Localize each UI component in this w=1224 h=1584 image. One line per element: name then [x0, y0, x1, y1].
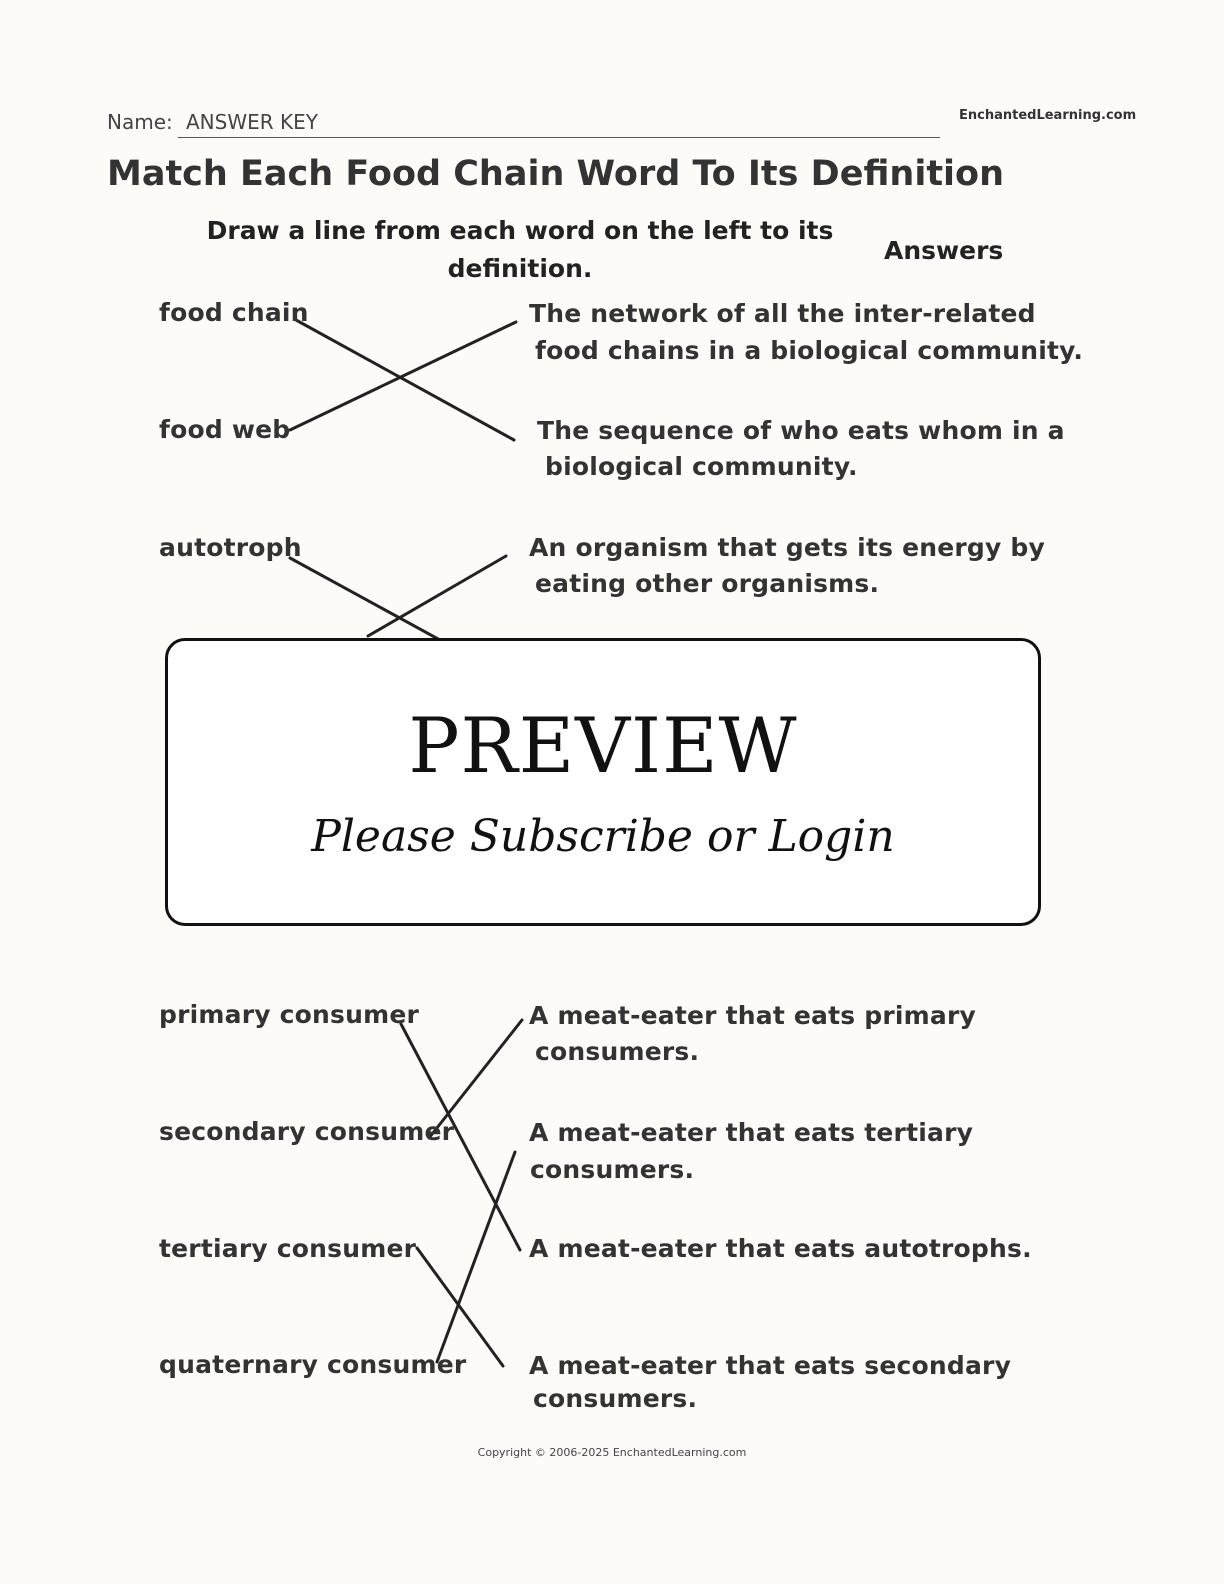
match-line-tertiary-consumer [417, 1248, 503, 1366]
definition-5-line-2: consumers. [530, 1155, 695, 1184]
copyright: Copyright © 2006-2025 EnchantedLearning.com [477, 1446, 747, 1459]
word-food-web: food web [159, 415, 291, 444]
match-line-autotroph [290, 558, 440, 640]
word-secondary-consumer: secondary consumer [159, 1117, 455, 1146]
page-title: Match Each Food Chain Word To Its Definition [107, 154, 1005, 194]
definition-3-line-1: An organism that gets its energy by [529, 533, 1046, 562]
site-logo[interactable]: EnchantedLearning.com [959, 108, 1137, 123]
word-food-chain: food chain [159, 298, 309, 327]
definition-7-line-1: A meat-eater that eats secondary [529, 1351, 1012, 1380]
word-autotroph: autotroph [159, 533, 302, 562]
word-tertiary-consumer: tertiary consumer [159, 1234, 417, 1263]
subscribe-login-prompt[interactable]: Please Subscribe or Login [311, 811, 895, 862]
definition-3-line-2: eating other organisms. [535, 569, 880, 598]
word-quaternary-consumer: quaternary consumer [159, 1350, 467, 1379]
definition-4-line-2: consumers. [535, 1037, 700, 1066]
definition-1-line-2: food chains in a biological community. [535, 336, 1084, 365]
definition-1-line-1: The network of all the inter-related [529, 299, 1036, 328]
definition-2-line-2: biological community. [545, 452, 858, 481]
answers-heading: Answers [884, 236, 1004, 265]
definition-2-line-1: The sequence of who eats whom in a [537, 416, 1065, 445]
instructions: Draw a line from each word on the left to its definition. [206, 216, 834, 283]
name-label: Name: [107, 110, 173, 134]
match-line-autotroph-cross [368, 556, 506, 636]
preview-title: PREVIEW [408, 701, 798, 790]
name-value: ANSWER KEY [186, 110, 318, 134]
definition-6-line-1: A meat-eater that eats autotrophs. [529, 1234, 1032, 1263]
preview-overlay[interactable] [165, 638, 1041, 926]
definition-4-line-1: A meat-eater that eats primary [529, 1001, 976, 1030]
definition-5-line-1: A meat-eater that eats tertiary [529, 1118, 974, 1147]
definition-7-line-2: consumers. [533, 1384, 698, 1413]
word-primary-consumer: primary consumer [159, 1000, 420, 1029]
match-line-food-web [290, 322, 516, 430]
